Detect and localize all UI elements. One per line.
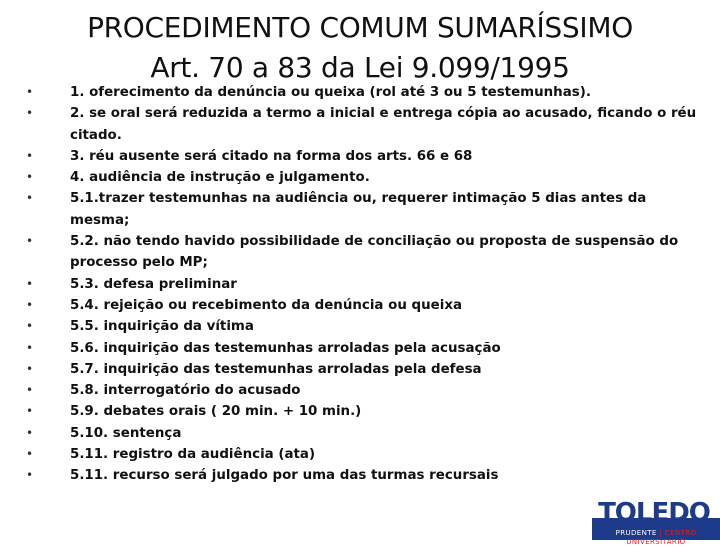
list-item-text: 3. réu ausente será citado na forma dos arts. 66 e 68	[70, 148, 473, 164]
bullet-dot-icon: •	[26, 447, 34, 462]
list-item-text: 5.11. registro da audiência (ata)	[70, 447, 316, 463]
toledo-logo	[588, 498, 720, 546]
list-item	[26, 103, 706, 146]
list-item	[26, 231, 706, 274]
bullet-dot-icon: •	[26, 383, 34, 398]
bullet-dot-icon: •	[26, 276, 34, 291]
list-item	[26, 444, 706, 465]
list-item-text: 5.7. inquirição das testemunhas arroladas pela defesa	[70, 361, 482, 377]
bullet-dot-icon: •	[26, 234, 34, 249]
list-item-text: 5.11. recurso será julgado por uma das turmas recursais	[70, 468, 499, 484]
list-item-text: 2. se oral será reduzida a termo a inicial e entrega cópia ao acusado, ficando o réu citado.	[70, 106, 697, 143]
list-item-text: 5.10. sentença	[70, 425, 182, 441]
bullet-dot-icon: •	[26, 361, 34, 376]
slide-title	[0, 8, 720, 88]
list-item	[26, 167, 706, 188]
list-item	[26, 423, 706, 444]
title-line-1: PROCEDIMENTO COMUM SUMARÍSSIMO	[87, 11, 633, 44]
list-item	[26, 316, 706, 337]
list-item	[26, 295, 706, 316]
bullet-dot-icon: •	[26, 468, 34, 483]
bullet-dot-icon: •	[26, 170, 34, 185]
list-item	[26, 338, 706, 359]
list-item	[26, 380, 706, 401]
list-item-text: 5.8. interrogatório do acusado	[70, 383, 301, 399]
bullet-list	[26, 82, 706, 487]
logo-subtitle: PRUDENTE | CENTRO UNIVERSITÁRIO	[615, 529, 697, 546]
bullet-dot-icon: •	[26, 148, 34, 163]
list-item	[26, 188, 706, 231]
list-item	[26, 146, 706, 167]
list-item-text: 5.6. inquirição das testemunhas arroladas pela acusação	[70, 340, 501, 356]
logo-wordmark: TOLEDO	[598, 498, 710, 528]
list-item-text: 4. audiência de instrução e julgamento.	[70, 170, 370, 186]
bullet-dot-icon: •	[26, 340, 34, 355]
list-item-text: 5.2. não tendo havido possibilidade de conciliação ou proposta de suspensão do processo pelo MP;	[70, 234, 679, 271]
bullet-dot-icon: •	[26, 85, 34, 99]
bullet-dot-icon: •	[26, 319, 34, 334]
list-item	[26, 274, 706, 295]
list-item	[26, 82, 706, 103]
bullet-dot-icon: •	[26, 106, 34, 121]
list-item-text: 5.9. debates orais ( 20 min. + 10 min.)	[70, 404, 362, 420]
logo-sub-right: CENTRO UNIVERSITÁRIO	[626, 529, 697, 546]
list-item-text: 5.4. rejeição ou recebimento da denúncia ou queixa	[70, 297, 462, 313]
bullet-dot-icon: •	[26, 425, 34, 440]
bullet-dot-icon: •	[26, 191, 34, 206]
logo-sub-left: PRUDENTE	[615, 529, 657, 537]
list-item	[26, 465, 706, 486]
title-line-2: Art. 70 a 83 da Lei 9.099/1995	[150, 51, 570, 84]
bullet-dot-icon: •	[26, 297, 34, 312]
list-item-text: 5.1.trazer testemunhas na audiência ou, requerer intimação 5 dias antes da mesma;	[70, 191, 647, 228]
list-item	[26, 401, 706, 422]
list-item-text: 1. oferecimento da denúncia ou queixa (rol até 3 ou 5 testemunhas).	[70, 85, 591, 100]
bullet-dot-icon: •	[26, 404, 34, 419]
list-item	[26, 359, 706, 380]
list-item-text: 5.3. defesa preliminar	[70, 276, 237, 292]
list-item-text: 5.5. inquirição da vítima	[70, 319, 254, 335]
